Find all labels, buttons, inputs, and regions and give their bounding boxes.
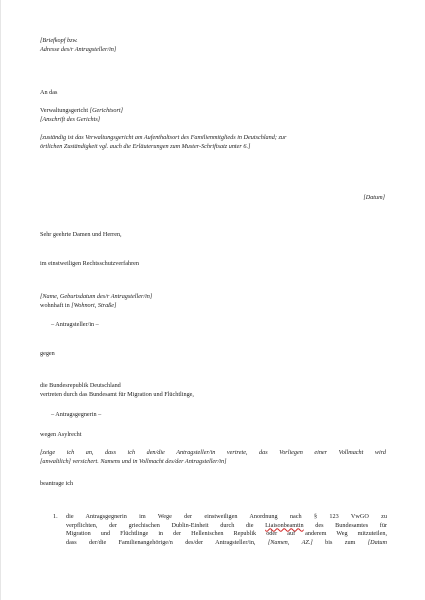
applicant-name: [Name, Geburtsdatum des/r Antragsteller/in] <box>40 293 153 300</box>
procedure-line: im einstweiligen Rechtsschutzverfahren <box>40 260 139 267</box>
applicant-role: – Antragsteller/in – <box>51 321 99 328</box>
subject-line: wegen Asylrecht <box>40 431 82 438</box>
jurisdiction-note-line-2: örtlichen Zuständigkeit vgl. auch die Erläuterungen zum Muster-Schriftsatz unter 6.] <box>40 143 251 150</box>
motion-line-4-c: bis zum <box>312 538 368 546</box>
court-prefix: Verwaltungsgericht <box>40 107 90 114</box>
motion-line-4 <box>66 539 387 548</box>
salutation: Sehr geehrte Damen und Herren, <box>40 231 122 238</box>
jurisdiction-note-line-1: [zuständig ist das Verwaltungsgericht am Aufenthaltsort des Familienmitglieds in Deutschland; zur <box>40 134 287 141</box>
representation-note-line-2: [anwaltlich] versichert. Namens und in Vollmacht des/der Antragsteller/in] <box>40 458 227 465</box>
date-placeholder: [Datum] <box>363 194 385 201</box>
motion-line-3: Migration und Flüchtlinge in der Hellenischen Republik oder auf anderem Weg mitzuteilen, <box>66 530 387 538</box>
residence-prefix: wohnhaft in <box>40 302 72 309</box>
representation-note-line-1: [zeige ich an, dass ich den/die Antragsteller/in vertrete, das Vorliegen einer Vollmacht wird <box>40 449 386 456</box>
motion-line-4-a: dass der/die Familienangehörige/n des/der Antragsteller/in, <box>66 538 268 546</box>
motion-number: 1. <box>53 513 58 520</box>
respondent-role: – Antragsgegnerin – <box>51 411 102 418</box>
motion-line-1: die Antragsgegnerin im Wege der einstweiligen Anordnung nach § 123 VwGO zu <box>66 513 387 520</box>
recipient-to: An das <box>40 89 58 96</box>
spellcheck-word: Liaisonbeamtin <box>265 521 304 529</box>
motion-line-2-c: des Bundesamtes für <box>303 521 387 529</box>
request-intro: beantrage ich <box>40 480 74 487</box>
recipient-address: [Anschrift des Gerichts] <box>40 116 101 123</box>
letterhead-line-1: [Briefkopf bzw. <box>40 37 78 44</box>
respondent-represented: vertreten durch das Bundesamt für Migration und Flüchtlinge, <box>40 391 194 398</box>
letterhead-line-2: Adresse des/r Antragsteller/in] <box>40 46 117 53</box>
motion-text <box>66 513 387 547</box>
against-line: gegen <box>40 350 55 357</box>
respondent-name: die Bundesrepublik Deutschland <box>40 382 121 389</box>
motion-line-2-a: verpflichten, der griechischen Dublin-Einheit durch die <box>66 521 266 529</box>
motion-line-4-d: [Datum <box>367 538 387 546</box>
court-place: [Gerichtsort] <box>89 107 124 114</box>
motion-line-2 <box>66 522 387 531</box>
motion-line-4-b: [Namen, AZ.] <box>267 538 313 546</box>
applicant-residence <box>40 302 116 311</box>
residence-placeholder: [Wohnort, Straße] <box>71 302 117 309</box>
recipient-court <box>40 107 123 116</box>
